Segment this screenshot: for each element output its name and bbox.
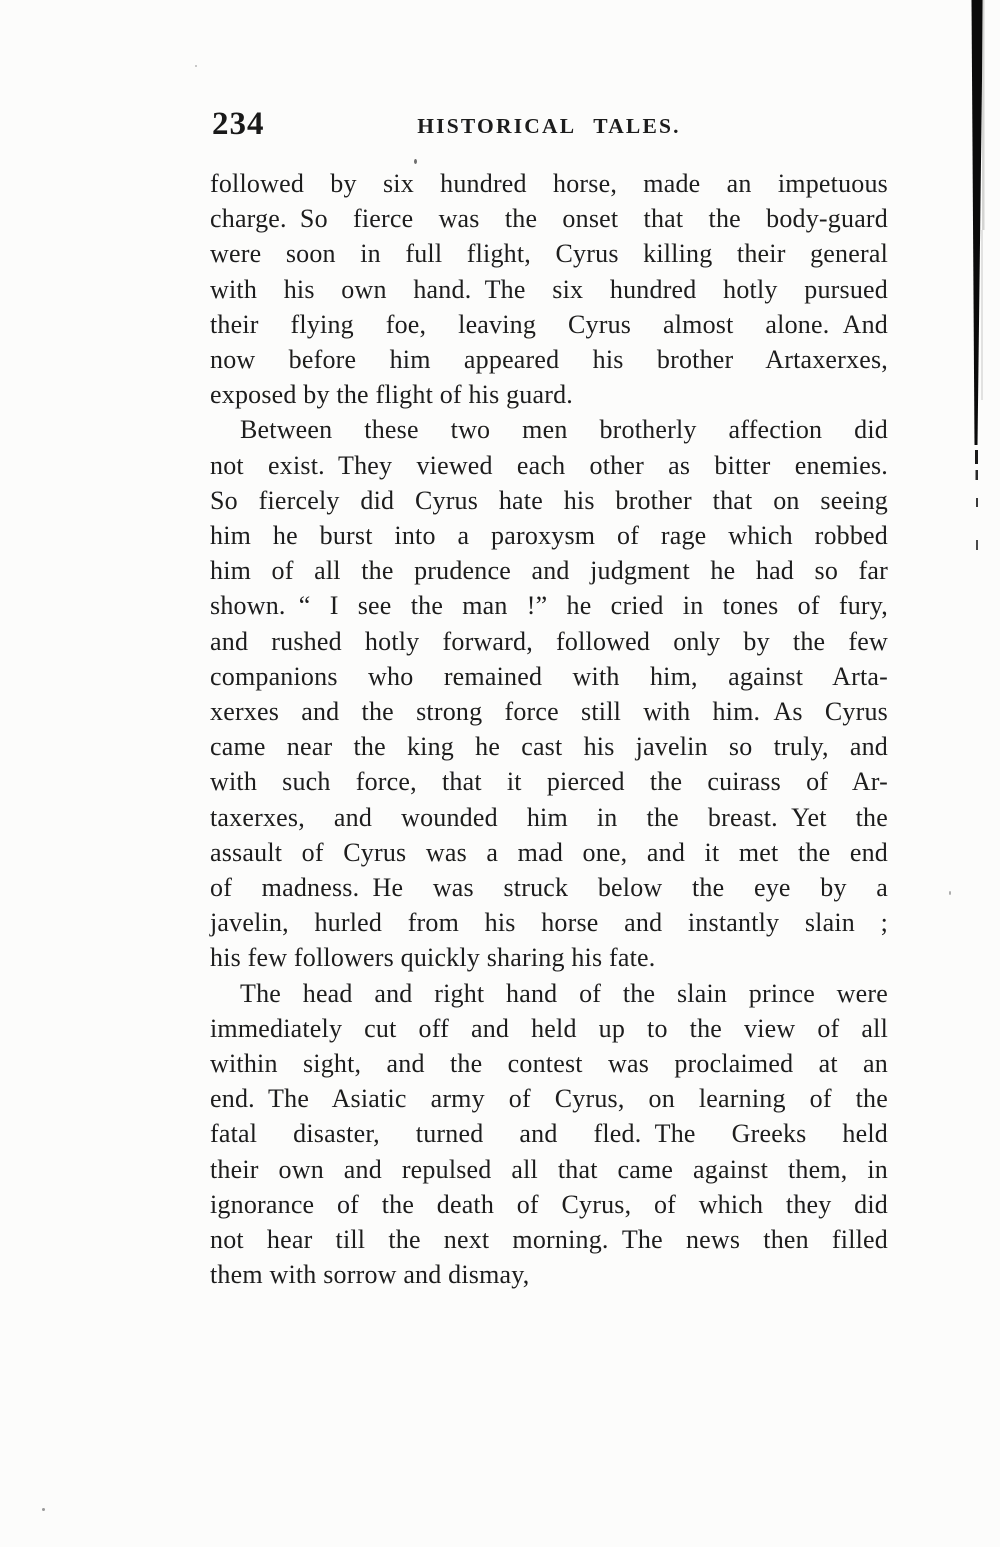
page-number: 234 <box>212 106 265 142</box>
text-line: him he burst into a paroxysm of rage which robbed <box>210 521 888 551</box>
text-line: shown. “ I see the man !” he cried in tones of fury, <box>210 591 888 621</box>
scan-speck <box>949 891 951 895</box>
text-block <box>210 166 888 1293</box>
text-line: taxerxes, and wounded him in the breast. Yet the <box>210 802 888 832</box>
text-line: and rushed hotly forward, followed only by the few <box>210 626 888 656</box>
text-line: immediately cut off and held up to the view of all <box>210 1013 888 1043</box>
paragraph <box>210 976 888 1293</box>
text-line: him of all the prudence and judgment he had so far <box>210 556 888 586</box>
text-line: xerxes and the strong force still with him. As Cyrus <box>210 697 888 727</box>
page-header <box>210 0 888 150</box>
text-line: Between these two men brotherly affection did <box>240 415 888 445</box>
text-line: end. The Asiatic army of Cyrus, on learning of the <box>210 1084 888 1114</box>
text-line: So fiercely did Cyrus hate his brother that on seeing <box>210 485 888 515</box>
text-line: came near the king he cast his javelin so truly, and <box>210 732 888 762</box>
text-line: his few followers quickly sharing his fate. <box>210 943 656 973</box>
text-line: companions who remained with him, against Arta- <box>210 661 888 691</box>
running-title: HISTORICAL TALES. <box>417 114 681 138</box>
text-line: their own and repulsed all that came against them, in <box>210 1154 888 1184</box>
text-line: with his own hand. The six hundred hotly pursued <box>210 274 888 304</box>
scan-speck <box>195 65 197 67</box>
text-line: charge. So fierce was the onset that the body-guard <box>210 204 888 234</box>
paragraph <box>210 412 888 975</box>
text-line: with such force, that it pierced the cuirass of Ar- <box>210 767 888 797</box>
text-line: not exist. They viewed each other as bitter enemies. <box>210 450 888 480</box>
text-line: javelin, hurled from his horse and instantly slain ; <box>210 908 888 938</box>
text-line: ignorance of the death of Cyrus, of which they did <box>210 1189 888 1219</box>
scan-speck <box>414 159 417 164</box>
text-line: not hear till the next morning. The news then filled <box>210 1225 888 1255</box>
text-line: fatal disaster, turned and fled. The Greeks held <box>210 1119 888 1149</box>
paragraph <box>210 166 888 412</box>
text-line: exposed by the flight of his guard. <box>210 380 573 410</box>
text-line: followed by six hundred horse, made an impetuous <box>210 169 888 198</box>
text-line: assault of Cyrus was a mad one, and it met the end <box>210 837 888 867</box>
scan-speck <box>42 1508 45 1511</box>
text-line: were soon in full flight, Cyrus killing their general <box>210 239 888 269</box>
text-line: them with sorrow and dismay, <box>210 1260 530 1290</box>
text-line: their flying foe, leaving Cyrus almost alone. And <box>210 309 888 339</box>
scan-edge-artifact <box>968 0 988 570</box>
text-line: now before him appeared his brother Artaxerxes, <box>210 345 888 375</box>
text-line: within sight, and the contest was proclaimed at an <box>210 1049 888 1079</box>
text-line: of madness. He was struck below the eye by a <box>210 873 888 903</box>
text-line: The head and right hand of the slain prince were <box>240 978 888 1008</box>
